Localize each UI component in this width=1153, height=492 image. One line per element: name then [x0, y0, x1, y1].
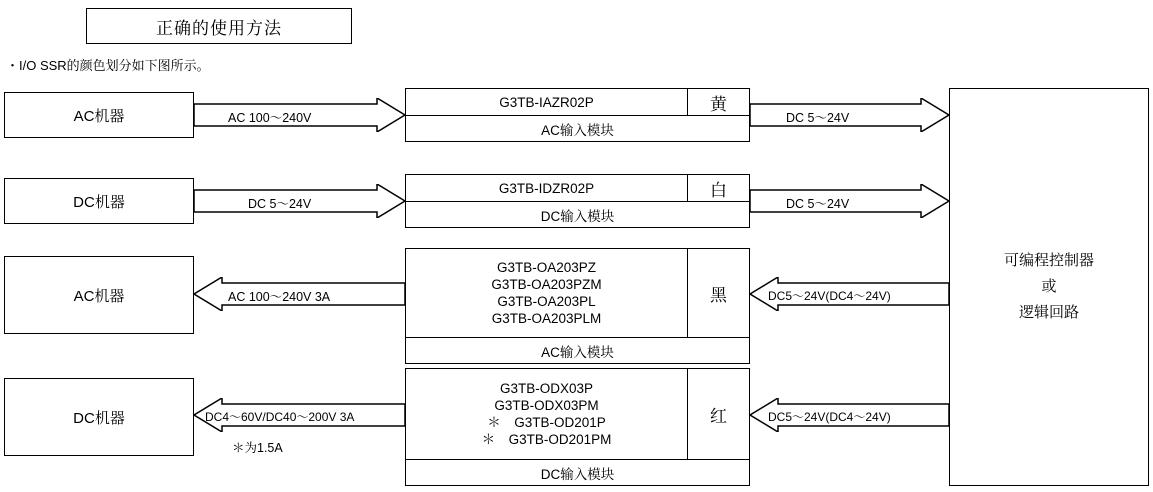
module-name: G3TB-IAZR02P	[499, 94, 594, 110]
module-box-row4	[405, 368, 750, 486]
module-color-row4: 红	[687, 369, 749, 459]
controller-line-3: 逻辑回路	[1018, 304, 1079, 321]
device-label: DC机器	[73, 193, 125, 211]
module-top-row3	[406, 249, 749, 337]
right-arrow-row2	[750, 184, 950, 218]
page-title-box	[86, 8, 352, 44]
module-names-row3	[406, 249, 687, 337]
module-type-row4: DC输入模块	[406, 459, 749, 485]
module-name: G3TB-OA203PZ	[496, 260, 597, 275]
left-arrow-label-row2: DC 5～24V	[248, 197, 312, 211]
intro-note: ・I/O SSR的颜色划分如下图所示。	[6, 58, 210, 73]
module-type-row3: AC输入模块	[406, 337, 749, 363]
device-box-row4	[4, 378, 194, 456]
diagram-stage	[0, 78, 1153, 492]
right-arrow-label-row3: DC5～24V(DC4～24V)	[768, 289, 891, 303]
module-box-row3	[405, 248, 750, 364]
module-top-row2	[406, 175, 749, 201]
right-arrow-label-row2: DC 5～24V	[786, 197, 850, 211]
module-type-row1: AC输入模块	[406, 115, 749, 141]
device-label: AC机器	[73, 107, 125, 125]
module-name: G3TB-OA203PZM	[491, 277, 602, 292]
module-name: G3TB-OA203PLM	[491, 311, 602, 326]
module-name: G3TB-ODX03PM	[494, 398, 599, 413]
module-color-row3: 黑	[687, 249, 749, 337]
module-name: G3TB-IDZR02P	[498, 180, 595, 196]
device-label: DC机器	[73, 409, 125, 427]
module-name: G3TB-ODX03P	[499, 381, 594, 396]
left-arrow-label-row4: DC4～60V/DC40～200V 3A	[205, 410, 355, 424]
page-title: 正确的使用方法	[156, 18, 282, 38]
right-arrow-label-row1: DC 5～24V	[786, 111, 850, 125]
module-box-row2	[405, 174, 750, 228]
device-box-row2	[4, 178, 194, 224]
controller-box	[949, 88, 1149, 486]
module-top-row1	[406, 89, 749, 115]
module-top-row4	[406, 369, 749, 459]
right-arrow-label-row4: DC5～24V(DC4～24V)	[768, 410, 891, 424]
module-name: G3TB-OA203PL	[497, 294, 596, 309]
device-box-row3	[4, 256, 194, 334]
module-type-row2: DC输入模块	[406, 201, 749, 227]
module-color-row1: 黄	[687, 89, 749, 115]
device-label: AC机器	[73, 287, 125, 305]
module-names-row2	[406, 175, 687, 201]
module-color-row2: 白	[687, 175, 749, 201]
controller-line-2: 或	[1041, 278, 1057, 295]
device-box-row1	[4, 92, 194, 138]
controller-line-1: 可编程控制器	[1003, 252, 1094, 269]
module-name: ＊ G3TB-OD201P	[487, 415, 606, 430]
module-name: ＊ G3TB-OD201PM	[481, 432, 612, 447]
module-names-row4	[406, 369, 687, 459]
right-arrow-row1	[750, 98, 950, 132]
module-names-row1	[406, 89, 687, 115]
footnote-row4: ＊为1.5A	[232, 441, 283, 455]
module-box-row1	[405, 88, 750, 142]
left-arrow-label-row1: AC 100～240V	[228, 111, 312, 125]
left-arrow-label-row3: AC 100～240V 3A	[228, 290, 331, 304]
